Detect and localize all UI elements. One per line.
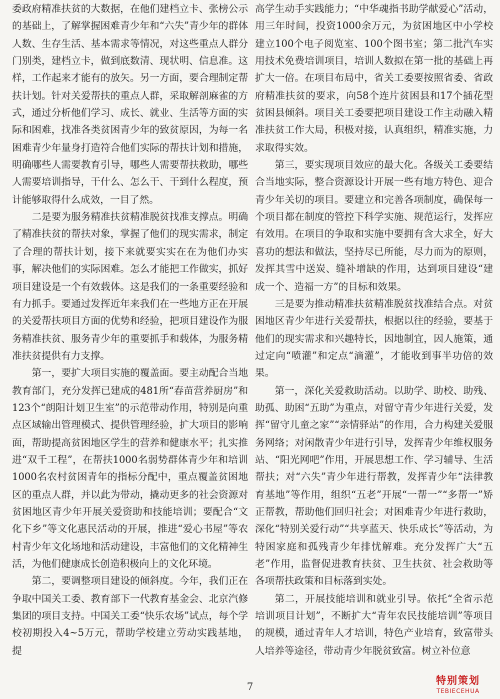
- page-number: 7: [246, 682, 254, 693]
- right-paragraph-4: 第一，深化关爱救助活动。以助学、助校、助残、助孤、助困“五助”为重点，对留守青少年进行关爱，发挥“留守儿童之家”“亲情驿站”的作用，合力构建关爱服务网络；对闲散青少年进行引导，发挥青少年维权服务站、“阳光网吧”作用，开展思想工作、学习辅导、生活帮扶；对“六失”青少年进行帮教，发挥青少年“法律教育基地”等作用，组织“五老”开展“一帮一”“多帮一”矫正帮教，帮助他们回归社会；对困难青少年进行救助，深化“特别关爱行动”“共享蓝天、快乐成长”等活动，为特困家庭和孤残青少年排忧解难。充分发挥广大“五老”作用，监督促进教育扶贫、卫生扶贫、社会救助等各项帮扶政策和目标落到实处。: [255, 385, 493, 588]
- section-logo-title: 特别策划: [436, 676, 480, 687]
- right-paragraph-5: 第二，开展技能培训和就业引导。依托“全省示范培训项目计划”，不断扩大“青年农民技能培训”等项目的规模，通过青年人才培训，特色产业培育，致富带头人培养等途径，带动青少年脱贫致富。树立补位意: [255, 593, 493, 657]
- left-paragraph-4: 第二，要调整项目建设的倾斜度。今年，我们正在争取中国关工委、教育部下一代教育基金会、北京汽修集团的项目支持。中国关工委“快乐农场”试点，每个学校初期投入4~5万元，帮助学校建立劳动实践基地，提: [12, 576, 248, 657]
- right-paragraph-1: 高学生动手实践能力；“中华魂指书助学献爱心”活动，用三年时间，投资1000余万元，为贫困地区中小学校建立100个电子阅览室、100个图书室；第二批汽车实用技术免费培训项目，培训人数拟在第一批的基础上再扩大一倍。在项目布局中，省关工委要按照省委、省政府精准扶贫的要求，向58个连片贫困县和17个插花型贫困县倾斜。项目关工委要把项目建设工作主动融入精准扶贫工作大局，积极对接，认真组织，精准实施，力求取得实效。: [255, 4, 493, 154]
- section-logo: [428, 676, 488, 696]
- left-paragraph-3: 第一，要扩大项目实施的覆盖面。要主动配合当地教育部门，充分发挥已建成的481所“春苗营养厨房”和123个“朗阳计划卫生室”的示范带动作用，特别是向重点区域输出管理模式、提供管理经验，扩大项目的影响面，帮助提高贫困地区学生的营养和健康水平；扎实推进“双千工程”，在帮扶1000名弱势群体青少年和培训1000名农村贫困青年的指标分配中，重点覆盖贫困地区的重点人群，并以此为带动，撬动更多的社会资源对贫困地区青少年开展关爱资助和技能培训；要配合“文化下乡”等文化惠民活动的开展，推进“爱心书屋”等农村青少年文化场地和活动建设，丰富他们的文化精神生活，为他们健康成长创造积极向上的文化环境。: [12, 368, 248, 570]
- left-text-column: [12, 1, 248, 660]
- left-paragraph-1: 委政府精准扶贫的大数据，在他们建档立卡、张榜公示的基础上，了解掌握困难青少年和“六失”青少年的群体人数、生存生活、基本需求等情况，对这些重点人群分门别类，建档立卡，做到底数清、现状明、信息准。这样，工作起来才能有的放矢。另一方面，要合理制定帮扶计划。针对关爱帮扶的重点人群，采取解剖麻雀的方式，通过分析他们学习、成长、就业、生活等方面的实际和困难，找准各类贫困青少年的致贫原因，为每一名困难青少年量身打造符合他们实际的帮扶计划和措施，明确哪些人需要教育引导，哪些人需要帮扶救助，哪些人需要培训指导，干什么、怎么干、干到什么程度，预计能够取得什么成效，一目了然。: [12, 4, 248, 206]
- right-paragraph-3: 三是要为推动精准扶贫精准脱贫找准结合点。对贫困地区青少年进行关爱帮扶，根据以往的经验，要基于他们的现实需求和兴趣特长，因地制宜，因人施策，通过定向“喷灌”和定点“滴灌”，才能收到事半功倍的效果。: [255, 298, 493, 380]
- section-logo-subtitle: TEBIECEHUA: [436, 688, 480, 695]
- right-text-column: [255, 1, 493, 660]
- left-paragraph-2: 二是要为服务精准扶贫精准脱贫找准支撑点。明确了精准扶贫的帮扶对象，掌握了他们的现实需求，制定了合理的帮扶计划，接下来就要实实在在为他们办实事，解决他们的实际困难。怎么才能把工作做实，抓好项目建设是一个有效载体。这是我们的一条重要经验和有力抓手。要通过发挥近年来我们在一些地方正在开展的关爱帮扶项目方面的优势和经验，把项目建设作为服务精准扶贫、服务青少年的重要抓手和载体，为服务精准扶贫提供有力支撑。: [12, 212, 248, 362]
- right-paragraph-2: 第三，要实现项目效应的最大化。各级关工委要结合当地实际，整合资源设计开展一些有地方特色、迎合青少年关切的项目。要建立和完善各项制度，确保每一个项目都在制度的管控下科学实施、规范运行，发挥应有效用。在项目的争取和实施中要拥有含大求全，好大喜功的想法和做法，坚持尽已所能，尽力而为的原则，发挥其雪中送炭、缝补增缺的作用，达到项目建设“建成一个、造福一方”的目标和效果。: [255, 160, 493, 293]
